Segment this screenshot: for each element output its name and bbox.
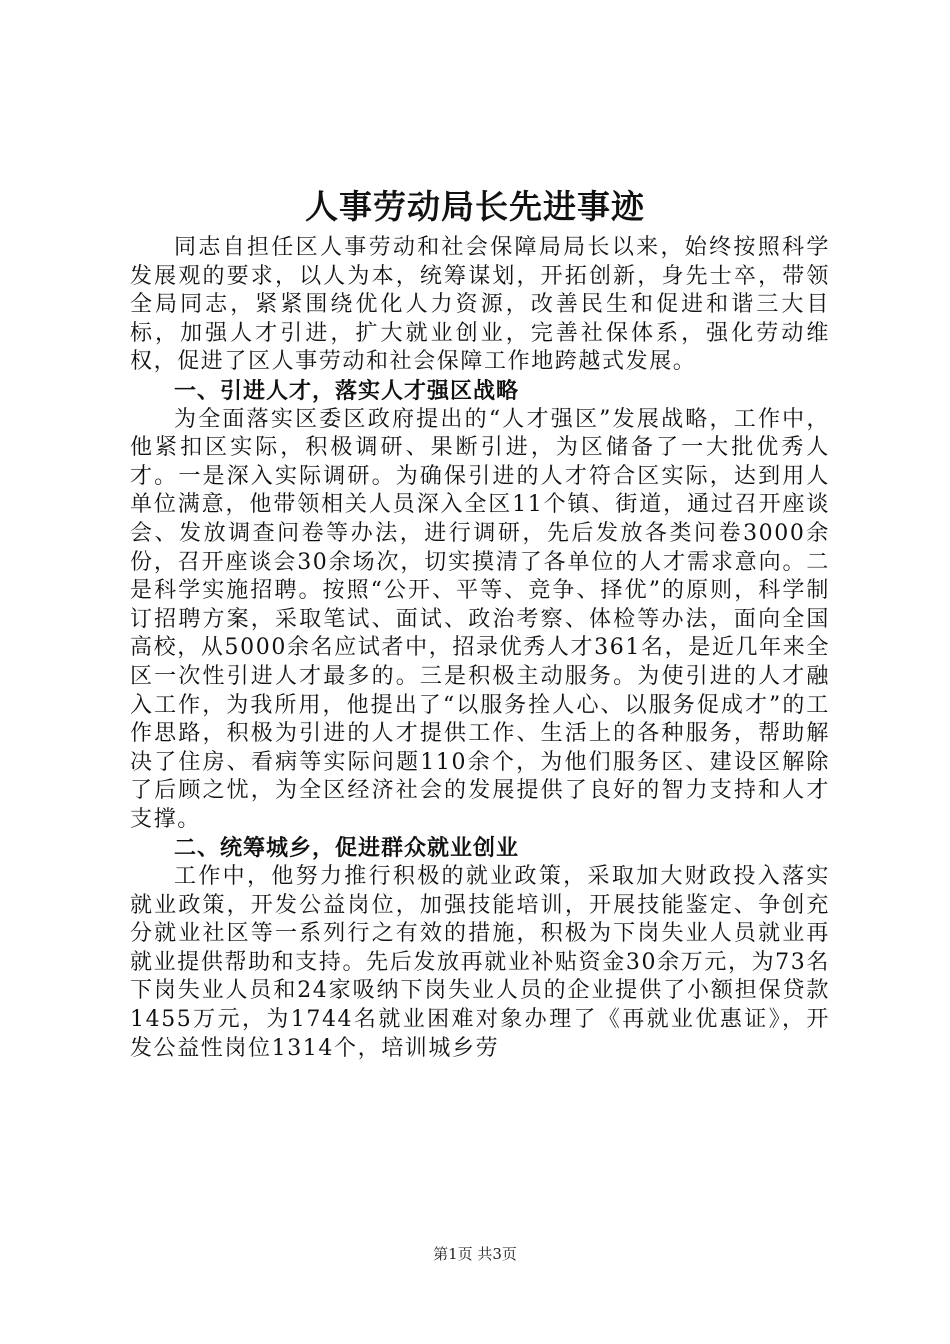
section-heading-employment: 二、统筹城乡，促进群众就业创业 (174, 835, 520, 862)
employment-paragraph: 工作中，他努力推行积极的就业政策，采取加大财政投入落实就业政策，开发公益岗位，加强技能培训，开展技能鉴定、争创充分就业社区等一系列行之有效的措施，积极为下岗失业人员就业再就业提供帮助和支持。先后发放再就业补贴资金30余万元，为73名下岗失业人员和24家吸纳下岗失业人员的企业提供了小额担保贷款1455万元，为1744名就业困难对象办理了《再就业优惠证》，开发公益性岗位1314个，培训城乡劳 (130, 864, 830, 1061)
document-title: 人事劳动局长先进事迹 (305, 187, 645, 226)
talent-paragraph: 为全面落实区委区政府提出的“人才强区”发展战略，工作中，他紧扣区实际，积极调研、果断引进，为区储备了一大批优秀人才。一是深入实际调研。为确保引进的人才符合区实际，达到用人单位满意，他带领相关人员深入全区11个镇、街道，通过召开座谈会、发放调查问卷等办法，进行调研，先后发放各类问卷3000余份，召开座谈会30余场次，切实摸清了各单位的人才需求意向。二是科学实施招聘。按照“公开、平等、竞争、择优”的原则，科学制订招聘方案，采取笔试、面试、政治考察、体检等办法，面向全国高校，从5000余名应试者中，招录优秀人才361名，是近几年来全区一次性引进人才最多的。三是积极主动服务。为使引进的人才融入工作，为我所用，他提出了“以服务拴人心、以服务促成才”的工作思路，积极为引进的人才提供工作、生活上的各种服务，帮助解决了住房、看病等实际问题110余个，为他们服务区、建设区解除了后顾之忧，为全区经济社会的发展提供了良好的智力支持和人才支撑。 (130, 406, 830, 832)
document-body (130, 234, 830, 1063)
section-heading-talent: 一、引进人才，落实人才强区战略 (174, 377, 520, 404)
page-footer: 第1页 共3页 (433, 1245, 517, 1263)
intro-paragraph: 同志自担任区人事劳动和社会保障局局长以来，始终按照科学发展观的要求，以人为本，统筹谋划，开拓创新，身先士卒，带领全局同志，紧紧围绕优化人力资源，改善民生和促进和谐三大目标，加强人才引进，扩大就业创业，完善社保体系，强化劳动维权，促进了区人事劳动和社会保障工作地跨越式发展。 (130, 235, 830, 375)
